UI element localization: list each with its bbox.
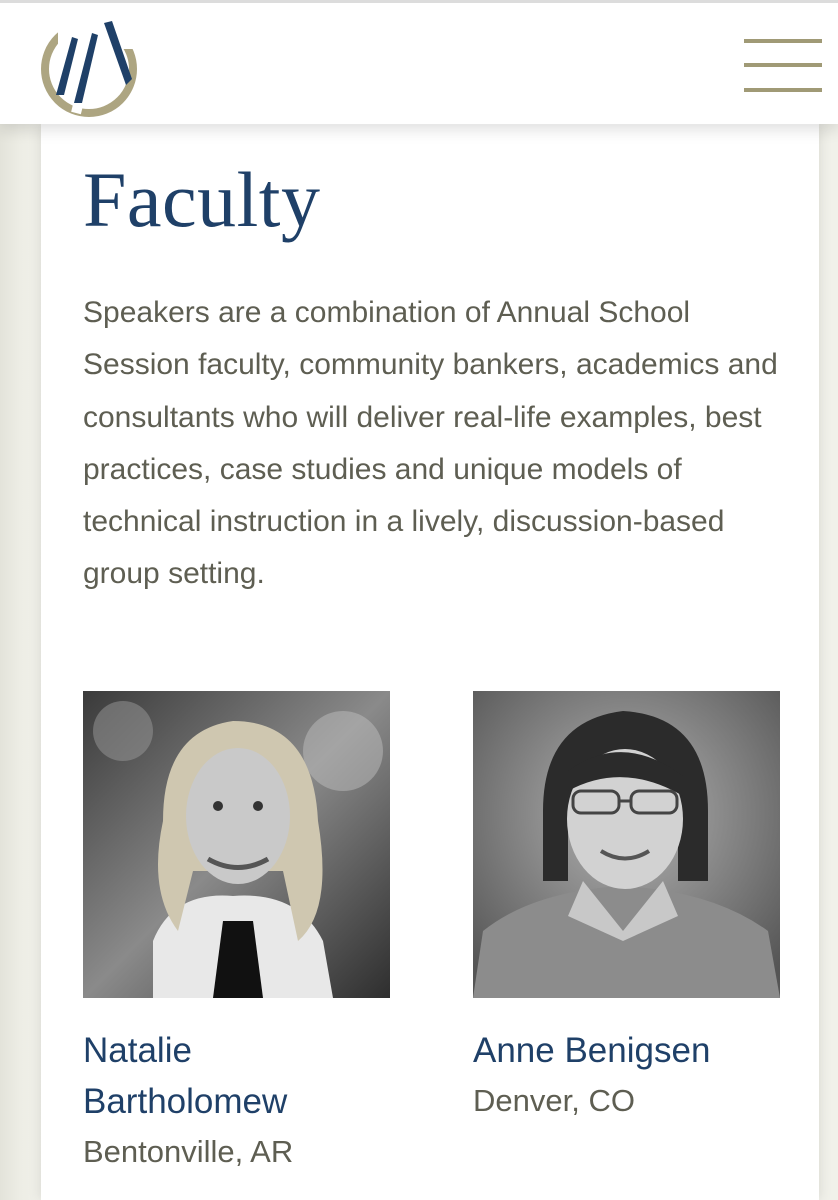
faculty-name[interactable]: Anne Benigsen bbox=[473, 1031, 711, 1070]
content-card bbox=[41, 124, 819, 1200]
portrait-photo-icon[interactable] bbox=[83, 691, 390, 998]
faculty-card[interactable] bbox=[473, 691, 781, 1126]
hamburger-menu-button[interactable] bbox=[744, 37, 822, 97]
faculty-location: Bentonville, AR bbox=[83, 1134, 294, 1169]
intro-text: Speakers are a combination of Annual School Session faculty, community bankers, academics and consultants who will deliver real-life examples, best practices, case studies and unique models of technical instruction in a lively, discussion-based group setting. bbox=[83, 296, 778, 591]
menu-bar bbox=[744, 39, 822, 43]
institution-logo-icon[interactable] bbox=[38, 15, 140, 117]
page-title: Faculty bbox=[83, 156, 321, 243]
faculty-location: Denver, CO bbox=[473, 1083, 635, 1118]
menu-bar bbox=[744, 88, 822, 92]
faculty-card[interactable] bbox=[83, 691, 391, 1177]
site-header bbox=[0, 0, 838, 124]
portrait-photo-icon[interactable] bbox=[473, 691, 780, 998]
faculty-name[interactable]: Natalie Bartholomew bbox=[83, 1031, 288, 1121]
menu-bar bbox=[744, 63, 822, 67]
